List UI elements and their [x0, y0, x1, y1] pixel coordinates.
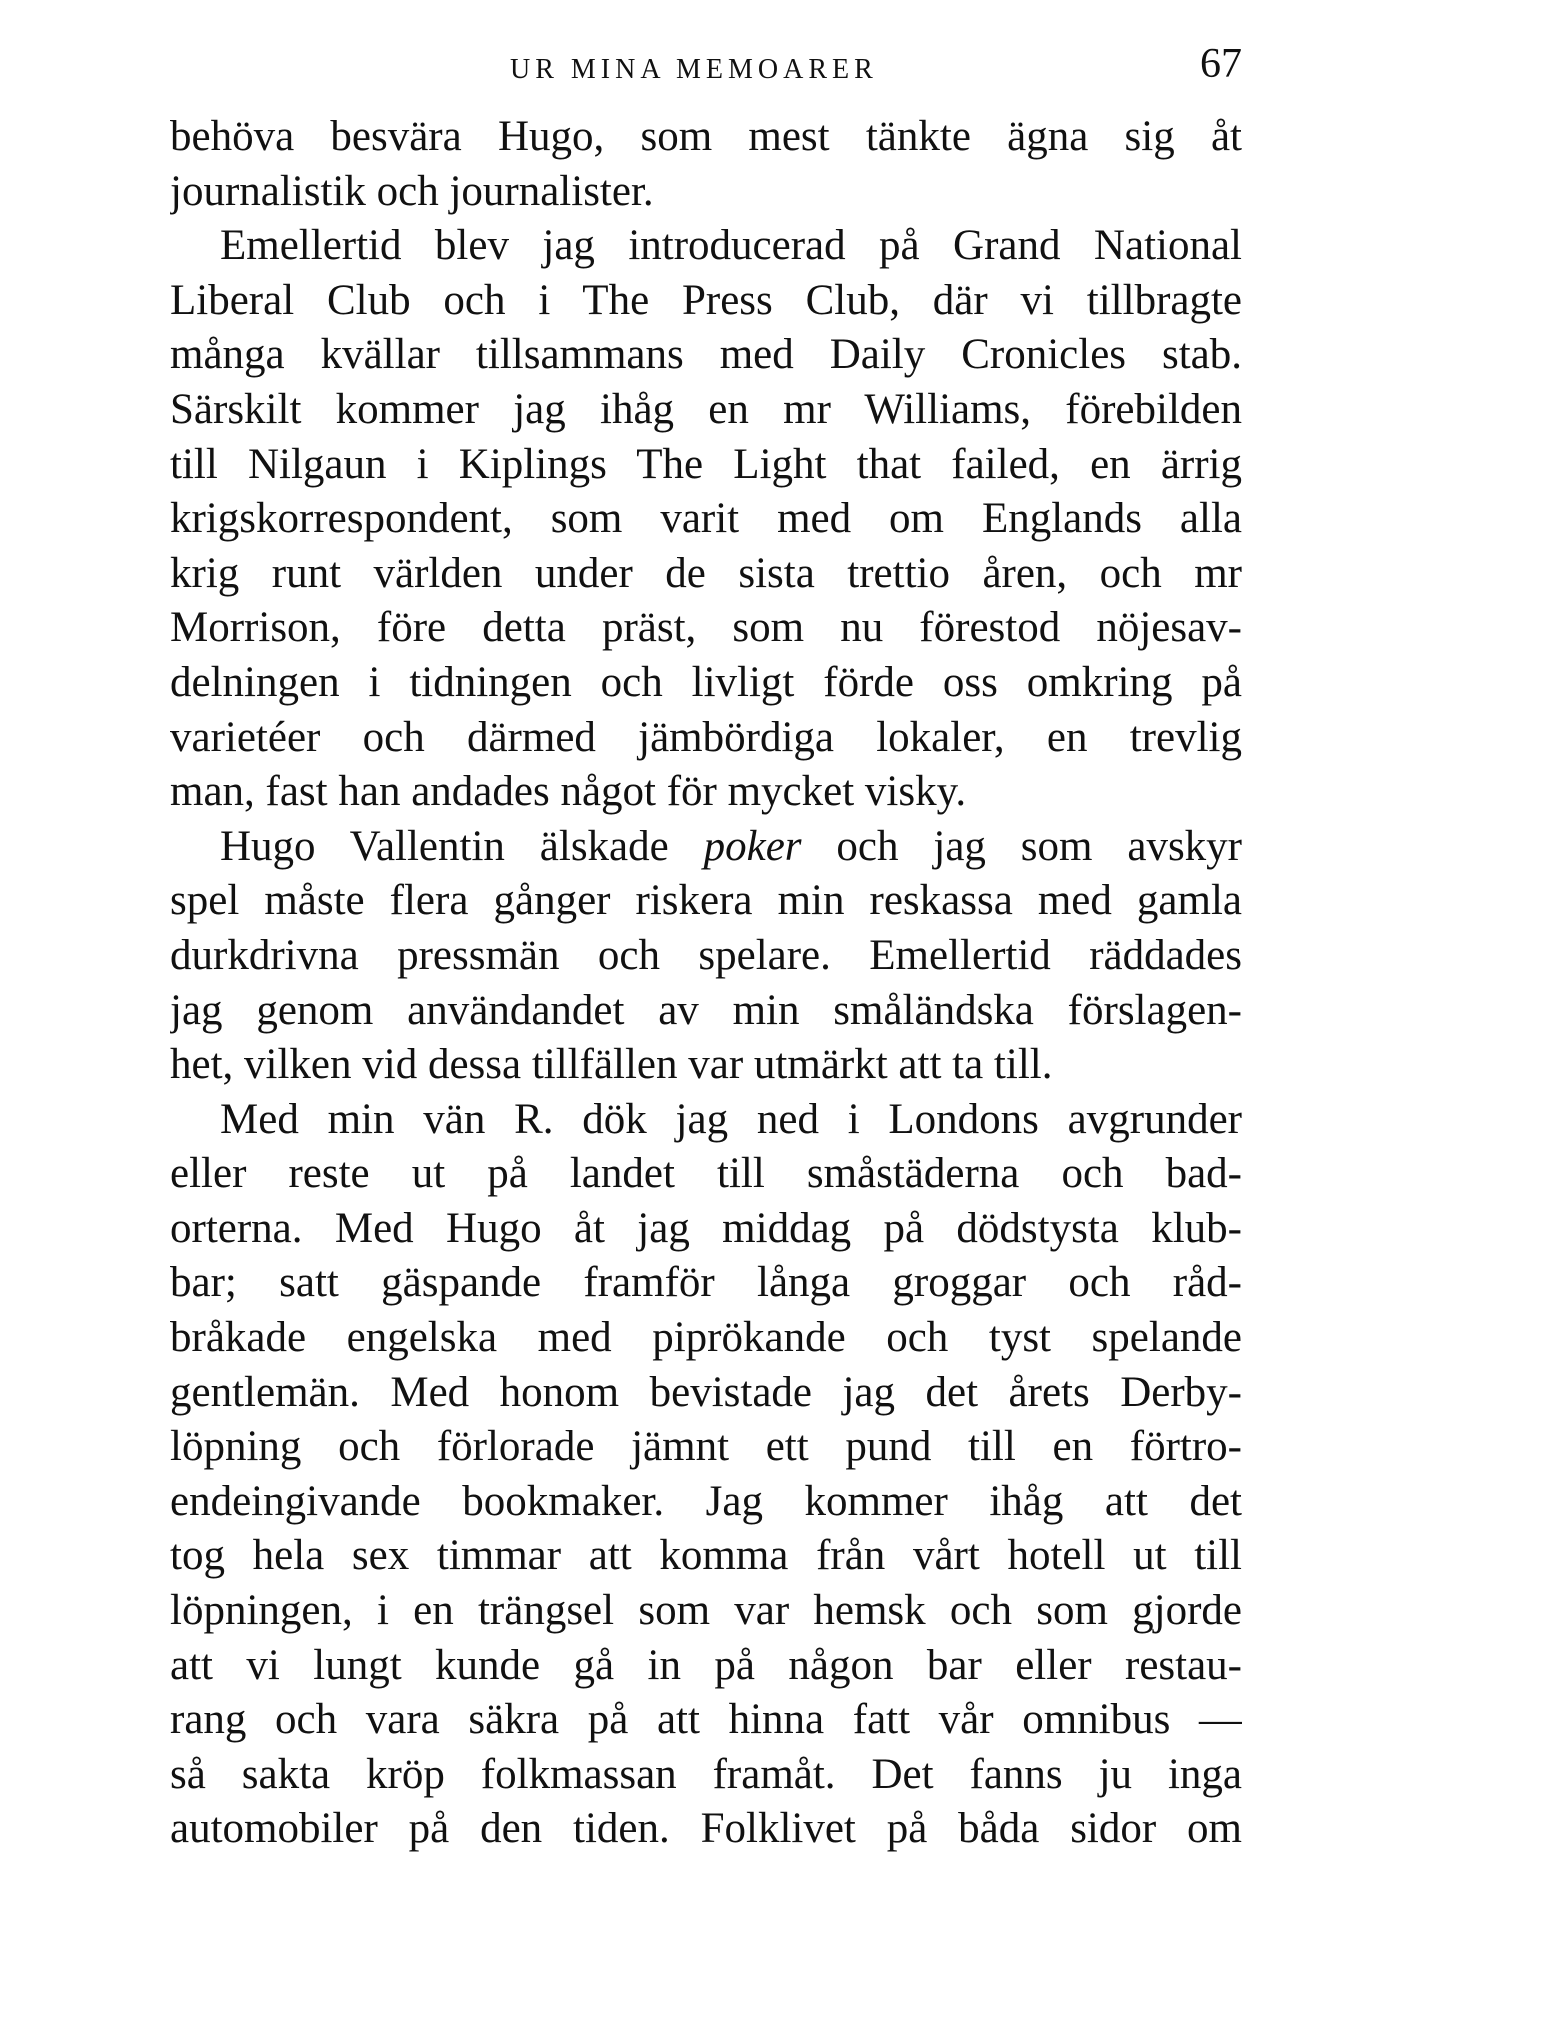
text-line: tog hela sex timmar att komma från vårt hotell ut till [170, 1532, 1242, 1580]
text-line: varietéer och därmed jämbördiga lokaler, en trevlig [170, 713, 1242, 761]
text-line: delningen i tidningen och livligt förde oss omkring på [170, 658, 1242, 706]
text-line: eller reste ut på landet till småstäderna och bad- [170, 1150, 1242, 1198]
text-line: så sakta kröp folkmassan framåt. Det fanns ju inga [170, 1750, 1242, 1798]
text-line: Liberal Club och i The Press Club, där vi tillbragte [170, 276, 1242, 324]
text-line: bar; satt gäspande framför långa groggar och råd- [170, 1259, 1242, 1307]
text-line: krig runt världen under de sista trettio åren, och mr [170, 549, 1242, 597]
text-line: jag genom användandet av min småländska förslagen- [170, 986, 1242, 1034]
text-line: endeingivande bookmaker. Jag kommer ihåg att det [170, 1477, 1242, 1525]
text-line: löpningen, i en trängsel som var hemsk och som gjorde [170, 1587, 1242, 1635]
text-line: behöva besvära Hugo, som mest tänkte ägna sig åt [170, 113, 1242, 160]
text-line: bråkade engelska med piprökande och tyst spelande [170, 1314, 1242, 1362]
text-line: krigskorrespondent, som varit med om Englands alla [170, 495, 1242, 543]
text-line: automobiler på den tiden. Folklivet på båda sidor om [170, 1805, 1242, 1853]
running-title: UR MINA MEMOARER [510, 54, 878, 85]
text-line: Särskilt kommer jag ihåg en mr Williams, förebilden [170, 385, 1242, 433]
line-text-after: och jag som avskyr [801, 822, 1242, 870]
text-line: orterna. Med Hugo åt jag middag på dödstysta klub- [170, 1204, 1242, 1252]
page-number: 67 [1200, 41, 1242, 87]
line-text-before: Hugo Vallentin älskade [220, 822, 704, 870]
text-line: het, vilken vid dessa tillfällen var utmärkt att ta till. [170, 1041, 1053, 1089]
italic-word: poker [703, 822, 802, 870]
text-line: man, fast han andades något för mycket visky. [170, 768, 967, 816]
body-text [170, 110, 1242, 1857]
text-line: till Nilgaun i Kiplings The Light that failed, en ärrig [170, 440, 1242, 488]
running-header [170, 36, 1242, 106]
text-line: durkdrivna pressmän och spelare. Emellertid räddades [170, 931, 1242, 979]
text-line: Morrison, före detta präst, som nu förestod nöjesav- [170, 604, 1242, 652]
text-line: spel måste flera gånger riskera min reskassa med gamla [170, 877, 1242, 925]
text-line: rang och vara säkra på att hinna fatt vår omnibus — [170, 1696, 1242, 1744]
text-line: löpning och förlorade jämnt ett pund till en förtro- [170, 1423, 1242, 1471]
text-line: många kvällar tillsammans med Daily Cronicles stab. [170, 331, 1242, 379]
paragraph-first-line: Med min vän R. dök jag ned i Londons avgrunder [220, 1095, 1242, 1143]
text-line: journalistik och journalister. [170, 167, 654, 215]
paragraph-first-line: Emellertid blev jag introducerad på Grand National [220, 222, 1242, 270]
paragraph-first-line [170, 820, 1242, 875]
text-line: gentlemän. Med honom bevistade jag det årets Derby- [170, 1368, 1242, 1416]
text-line: att vi lungt kunde gå in på någon bar eller restau- [170, 1641, 1242, 1689]
